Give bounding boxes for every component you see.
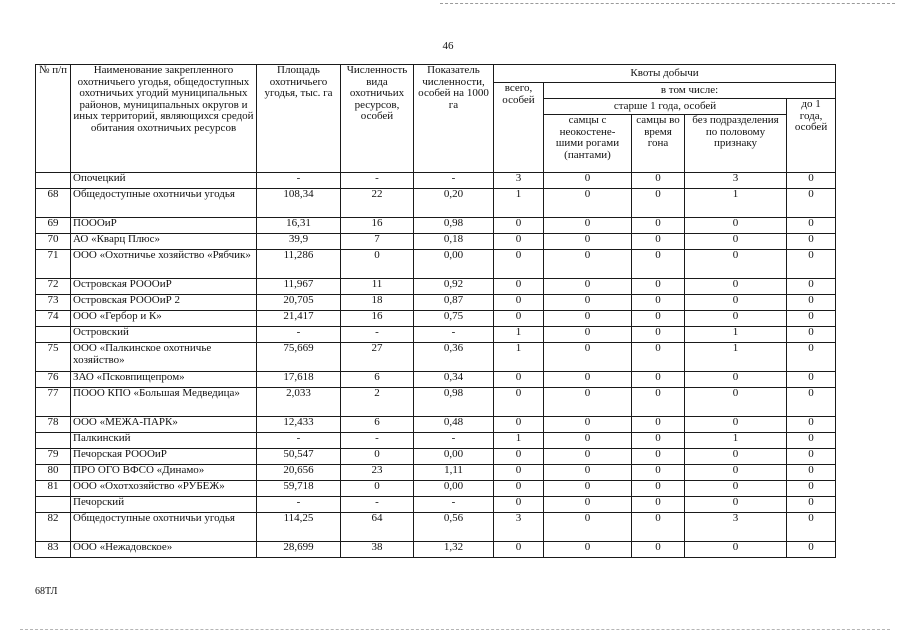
- table-row: [36, 311, 836, 327]
- cell-males-rut: 0: [632, 465, 685, 481]
- cell-no-sex: 0: [685, 542, 787, 558]
- cell-total: 0: [494, 449, 544, 465]
- cell-total: 1: [494, 343, 544, 372]
- cell-count: 18: [341, 295, 414, 311]
- cell-males-antlers: 0: [544, 279, 632, 295]
- cell-no-sex: 3: [685, 513, 787, 542]
- cell-name: ПОООиР: [71, 218, 257, 234]
- cell-under1: 0: [787, 513, 836, 542]
- cell-under1: 0: [787, 173, 836, 189]
- cell-count: 16: [341, 311, 414, 327]
- cell-under1: 0: [787, 327, 836, 343]
- table-row: [36, 327, 836, 343]
- cell-area: -: [257, 327, 341, 343]
- cell-total: 1: [494, 327, 544, 343]
- table-header: [36, 65, 836, 173]
- cell-males-rut: 0: [632, 542, 685, 558]
- cell-no-sex: 0: [685, 279, 787, 295]
- cell-males-antlers: 0: [544, 465, 632, 481]
- cell-total: 0: [494, 542, 544, 558]
- cell-num: 73: [36, 295, 71, 311]
- table-row: [36, 250, 836, 279]
- cell-total: 0: [494, 279, 544, 295]
- scan-edge-bottom: [20, 629, 890, 631]
- cell-males-antlers: 0: [544, 311, 632, 327]
- table-row: [36, 465, 836, 481]
- cell-no-sex: 0: [685, 372, 787, 388]
- cell-density: 0,56: [414, 513, 494, 542]
- cell-area: 11,967: [257, 279, 341, 295]
- cell-under1: 0: [787, 279, 836, 295]
- cell-density: 0,34: [414, 372, 494, 388]
- cell-density: -: [414, 173, 494, 189]
- cell-area: 21,417: [257, 311, 341, 327]
- cell-count: 0: [341, 250, 414, 279]
- header-males-antlers: самцы с неокостене-шими рогами (пантами): [544, 115, 632, 173]
- cell-total: 0: [494, 218, 544, 234]
- header-including: в том числе:: [544, 83, 836, 99]
- cell-under1: 0: [787, 343, 836, 372]
- cell-total: 0: [494, 497, 544, 513]
- cell-area: 28,699: [257, 542, 341, 558]
- cell-total: 0: [494, 311, 544, 327]
- cell-name: Островская РОООиР 2: [71, 295, 257, 311]
- cell-density: 0,36: [414, 343, 494, 372]
- cell-males-rut: 0: [632, 250, 685, 279]
- cell-area: 16,31: [257, 218, 341, 234]
- cell-under1: 0: [787, 250, 836, 279]
- cell-under1: 0: [787, 449, 836, 465]
- cell-area: 75,669: [257, 343, 341, 372]
- cell-males-rut: 0: [632, 311, 685, 327]
- cell-males-rut: 0: [632, 218, 685, 234]
- cell-no-sex: 0: [685, 449, 787, 465]
- cell-males-antlers: 0: [544, 343, 632, 372]
- cell-under1: 0: [787, 465, 836, 481]
- cell-no-sex: 0: [685, 295, 787, 311]
- cell-count: -: [341, 173, 414, 189]
- cell-num: 74: [36, 311, 71, 327]
- cell-num: 68: [36, 189, 71, 218]
- cell-area: 11,286: [257, 250, 341, 279]
- page-number: 46: [442, 40, 454, 52]
- cell-males-rut: 0: [632, 234, 685, 250]
- cell-count: 16: [341, 218, 414, 234]
- cell-males-rut: 0: [632, 433, 685, 449]
- cell-no-sex: 0: [685, 497, 787, 513]
- header-quotas: Квоты добычи: [494, 65, 836, 83]
- cell-total: 0: [494, 388, 544, 417]
- cell-density: 0,98: [414, 388, 494, 417]
- cell-total: 0: [494, 250, 544, 279]
- table-row: [36, 218, 836, 234]
- cell-males-rut: 0: [632, 388, 685, 417]
- cell-males-rut: 0: [632, 481, 685, 497]
- cell-count: 2: [341, 388, 414, 417]
- cell-area: 39,9: [257, 234, 341, 250]
- cell-name: Печорская РОООиР: [71, 449, 257, 465]
- cell-density: 0,20: [414, 189, 494, 218]
- cell-males-antlers: 0: [544, 250, 632, 279]
- cell-density: 0,92: [414, 279, 494, 295]
- cell-name: Островский: [71, 327, 257, 343]
- cell-no-sex: 0: [685, 481, 787, 497]
- cell-under1: 0: [787, 433, 836, 449]
- cell-area: 59,718: [257, 481, 341, 497]
- cell-males-rut: 0: [632, 417, 685, 433]
- cell-under1: 0: [787, 234, 836, 250]
- header-num: № п/п: [36, 65, 71, 173]
- hunting-quota-table: [35, 64, 836, 558]
- table-row: [36, 295, 836, 311]
- cell-males-rut: 0: [632, 449, 685, 465]
- cell-no-sex: 0: [685, 311, 787, 327]
- cell-total: 1: [494, 433, 544, 449]
- cell-density: 0,00: [414, 449, 494, 465]
- cell-name: Опочецкий: [71, 173, 257, 189]
- cell-name: ООО «Нежадовское»: [71, 542, 257, 558]
- cell-males-antlers: 0: [544, 433, 632, 449]
- cell-no-sex: 0: [685, 388, 787, 417]
- cell-males-rut: 0: [632, 279, 685, 295]
- cell-males-rut: 0: [632, 327, 685, 343]
- table-row: [36, 417, 836, 433]
- cell-density: 1,11: [414, 465, 494, 481]
- cell-males-antlers: 0: [544, 327, 632, 343]
- cell-area: 2,033: [257, 388, 341, 417]
- cell-count: 11: [341, 279, 414, 295]
- table-row: [36, 388, 836, 417]
- cell-area: 114,25: [257, 513, 341, 542]
- cell-num: 75: [36, 343, 71, 372]
- cell-no-sex: 0: [685, 234, 787, 250]
- header-name: Наименование закрепленного охотничьего угодья, общедоступных охотничьих угодий муниципальных районов, муниципальных округов и иных территорий, являющихся средой обитания охотничьих ресурсов: [71, 65, 257, 173]
- table-row: [36, 542, 836, 558]
- cell-males-antlers: 0: [544, 497, 632, 513]
- cell-density: 0,48: [414, 417, 494, 433]
- cell-density: 0,18: [414, 234, 494, 250]
- header-males-rut: самцы во время гона: [632, 115, 685, 173]
- cell-no-sex: 1: [685, 433, 787, 449]
- cell-count: 6: [341, 372, 414, 388]
- table-row: [36, 497, 836, 513]
- cell-num: 82: [36, 513, 71, 542]
- cell-count: -: [341, 327, 414, 343]
- cell-name: ООО «Охотхозяйство «РУБЕЖ»: [71, 481, 257, 497]
- cell-total: 0: [494, 372, 544, 388]
- cell-total: 0: [494, 295, 544, 311]
- cell-males-antlers: 0: [544, 295, 632, 311]
- cell-name: Общедоступные охотничьи угодья: [71, 513, 257, 542]
- cell-density: 0,00: [414, 250, 494, 279]
- cell-under1: 0: [787, 295, 836, 311]
- cell-name: ПООО КПО «Большая Медведица»: [71, 388, 257, 417]
- cell-name: ООО «Охотничье хозяйство «Рябчик»: [71, 250, 257, 279]
- cell-under1: 0: [787, 497, 836, 513]
- cell-name: ООО «МЕЖА-ПАРК»: [71, 417, 257, 433]
- cell-count: 0: [341, 481, 414, 497]
- cell-males-antlers: 0: [544, 513, 632, 542]
- cell-under1: 0: [787, 311, 836, 327]
- cell-count: 7: [341, 234, 414, 250]
- cell-males-antlers: 0: [544, 218, 632, 234]
- cell-num: 80: [36, 465, 71, 481]
- cell-males-rut: 0: [632, 295, 685, 311]
- cell-area: 17,618: [257, 372, 341, 388]
- cell-no-sex: 0: [685, 417, 787, 433]
- header-density: Показатель численности, особей на 1000 га: [414, 65, 494, 173]
- cell-no-sex: 0: [685, 465, 787, 481]
- cell-area: 20,705: [257, 295, 341, 311]
- table-body: [36, 173, 836, 558]
- cell-name: ПРО ОГО ВФСО «Динамо»: [71, 465, 257, 481]
- cell-males-rut: 0: [632, 343, 685, 372]
- table-row: [36, 449, 836, 465]
- cell-total: 0: [494, 481, 544, 497]
- cell-density: -: [414, 433, 494, 449]
- cell-under1: 0: [787, 481, 836, 497]
- footer-code: 68ТЛ: [35, 586, 58, 597]
- cell-num: 78: [36, 417, 71, 433]
- cell-under1: 0: [787, 372, 836, 388]
- cell-num: 72: [36, 279, 71, 295]
- cell-males-rut: 0: [632, 173, 685, 189]
- cell-name: ООО «Гербор и К»: [71, 311, 257, 327]
- cell-area: -: [257, 497, 341, 513]
- cell-num: 79: [36, 449, 71, 465]
- cell-density: -: [414, 327, 494, 343]
- cell-males-rut: 0: [632, 497, 685, 513]
- cell-density: 0,87: [414, 295, 494, 311]
- cell-under1: 0: [787, 417, 836, 433]
- cell-count: -: [341, 433, 414, 449]
- table-row: [36, 513, 836, 542]
- cell-count: 27: [341, 343, 414, 372]
- cell-density: 1,32: [414, 542, 494, 558]
- cell-num: 70: [36, 234, 71, 250]
- cell-no-sex: 1: [685, 327, 787, 343]
- cell-name: Палкинский: [71, 433, 257, 449]
- cell-name: ООО «Палкинское охотничье хозяйство»: [71, 343, 257, 372]
- cell-males-antlers: 0: [544, 372, 632, 388]
- cell-males-antlers: 0: [544, 234, 632, 250]
- header-count: Численность вида охотничьих ресурсов, особей: [341, 65, 414, 173]
- cell-males-antlers: 0: [544, 173, 632, 189]
- cell-area: 20,656: [257, 465, 341, 481]
- cell-no-sex: 0: [685, 250, 787, 279]
- cell-num: 69: [36, 218, 71, 234]
- cell-under1: 0: [787, 542, 836, 558]
- cell-count: 64: [341, 513, 414, 542]
- header-area: Площадь охотничьего угодья, тыс. га: [257, 65, 341, 173]
- cell-num: 81: [36, 481, 71, 497]
- cell-count: 38: [341, 542, 414, 558]
- table-row: [36, 279, 836, 295]
- table-row: [36, 372, 836, 388]
- cell-males-antlers: 0: [544, 189, 632, 218]
- cell-total: 3: [494, 173, 544, 189]
- table-row: [36, 433, 836, 449]
- header-older: старше 1 года, особей: [544, 99, 787, 115]
- cell-area: -: [257, 173, 341, 189]
- cell-num: 77: [36, 388, 71, 417]
- cell-density: 0,98: [414, 218, 494, 234]
- table-row: [36, 189, 836, 218]
- cell-total: 3: [494, 513, 544, 542]
- cell-name: Островская РОООиР: [71, 279, 257, 295]
- cell-count: -: [341, 497, 414, 513]
- cell-num: [36, 497, 71, 513]
- cell-total: 0: [494, 417, 544, 433]
- cell-count: 0: [341, 449, 414, 465]
- cell-count: 22: [341, 189, 414, 218]
- cell-density: -: [414, 497, 494, 513]
- table-row: [36, 173, 836, 189]
- cell-name: Общедоступные охотничьи угодья: [71, 189, 257, 218]
- cell-males-rut: 0: [632, 513, 685, 542]
- cell-count: 6: [341, 417, 414, 433]
- table-row: [36, 234, 836, 250]
- cell-no-sex: 3: [685, 173, 787, 189]
- cell-males-antlers: 0: [544, 481, 632, 497]
- header-no-sex: без подразделения по половому признаку: [685, 115, 787, 173]
- table-row: [36, 343, 836, 372]
- cell-total: 0: [494, 465, 544, 481]
- cell-density: 0,00: [414, 481, 494, 497]
- cell-count: 23: [341, 465, 414, 481]
- cell-males-antlers: 0: [544, 388, 632, 417]
- cell-area: 50,547: [257, 449, 341, 465]
- cell-area: 108,34: [257, 189, 341, 218]
- cell-num: [36, 173, 71, 189]
- cell-no-sex: 0: [685, 218, 787, 234]
- header-under1: до 1 года, особей: [787, 99, 836, 173]
- cell-area: -: [257, 433, 341, 449]
- cell-num: 76: [36, 372, 71, 388]
- table-row: [36, 481, 836, 497]
- cell-no-sex: 1: [685, 343, 787, 372]
- cell-num: 71: [36, 250, 71, 279]
- cell-males-antlers: 0: [544, 542, 632, 558]
- cell-males-rut: 0: [632, 372, 685, 388]
- cell-num: 83: [36, 542, 71, 558]
- cell-total: 0: [494, 234, 544, 250]
- cell-name: Печорский: [71, 497, 257, 513]
- cell-under1: 0: [787, 388, 836, 417]
- cell-name: ЗАО «Псковпищепром»: [71, 372, 257, 388]
- cell-density: 0,75: [414, 311, 494, 327]
- cell-under1: 0: [787, 189, 836, 218]
- cell-no-sex: 1: [685, 189, 787, 218]
- cell-males-antlers: 0: [544, 417, 632, 433]
- scan-edge-top: [440, 3, 895, 5]
- cell-num: [36, 433, 71, 449]
- cell-males-rut: 0: [632, 189, 685, 218]
- cell-total: 1: [494, 189, 544, 218]
- cell-males-antlers: 0: [544, 449, 632, 465]
- cell-area: 12,433: [257, 417, 341, 433]
- cell-under1: 0: [787, 218, 836, 234]
- cell-num: [36, 327, 71, 343]
- header-total: всего, особей: [494, 83, 544, 173]
- cell-name: АО «Кварц Плюс»: [71, 234, 257, 250]
